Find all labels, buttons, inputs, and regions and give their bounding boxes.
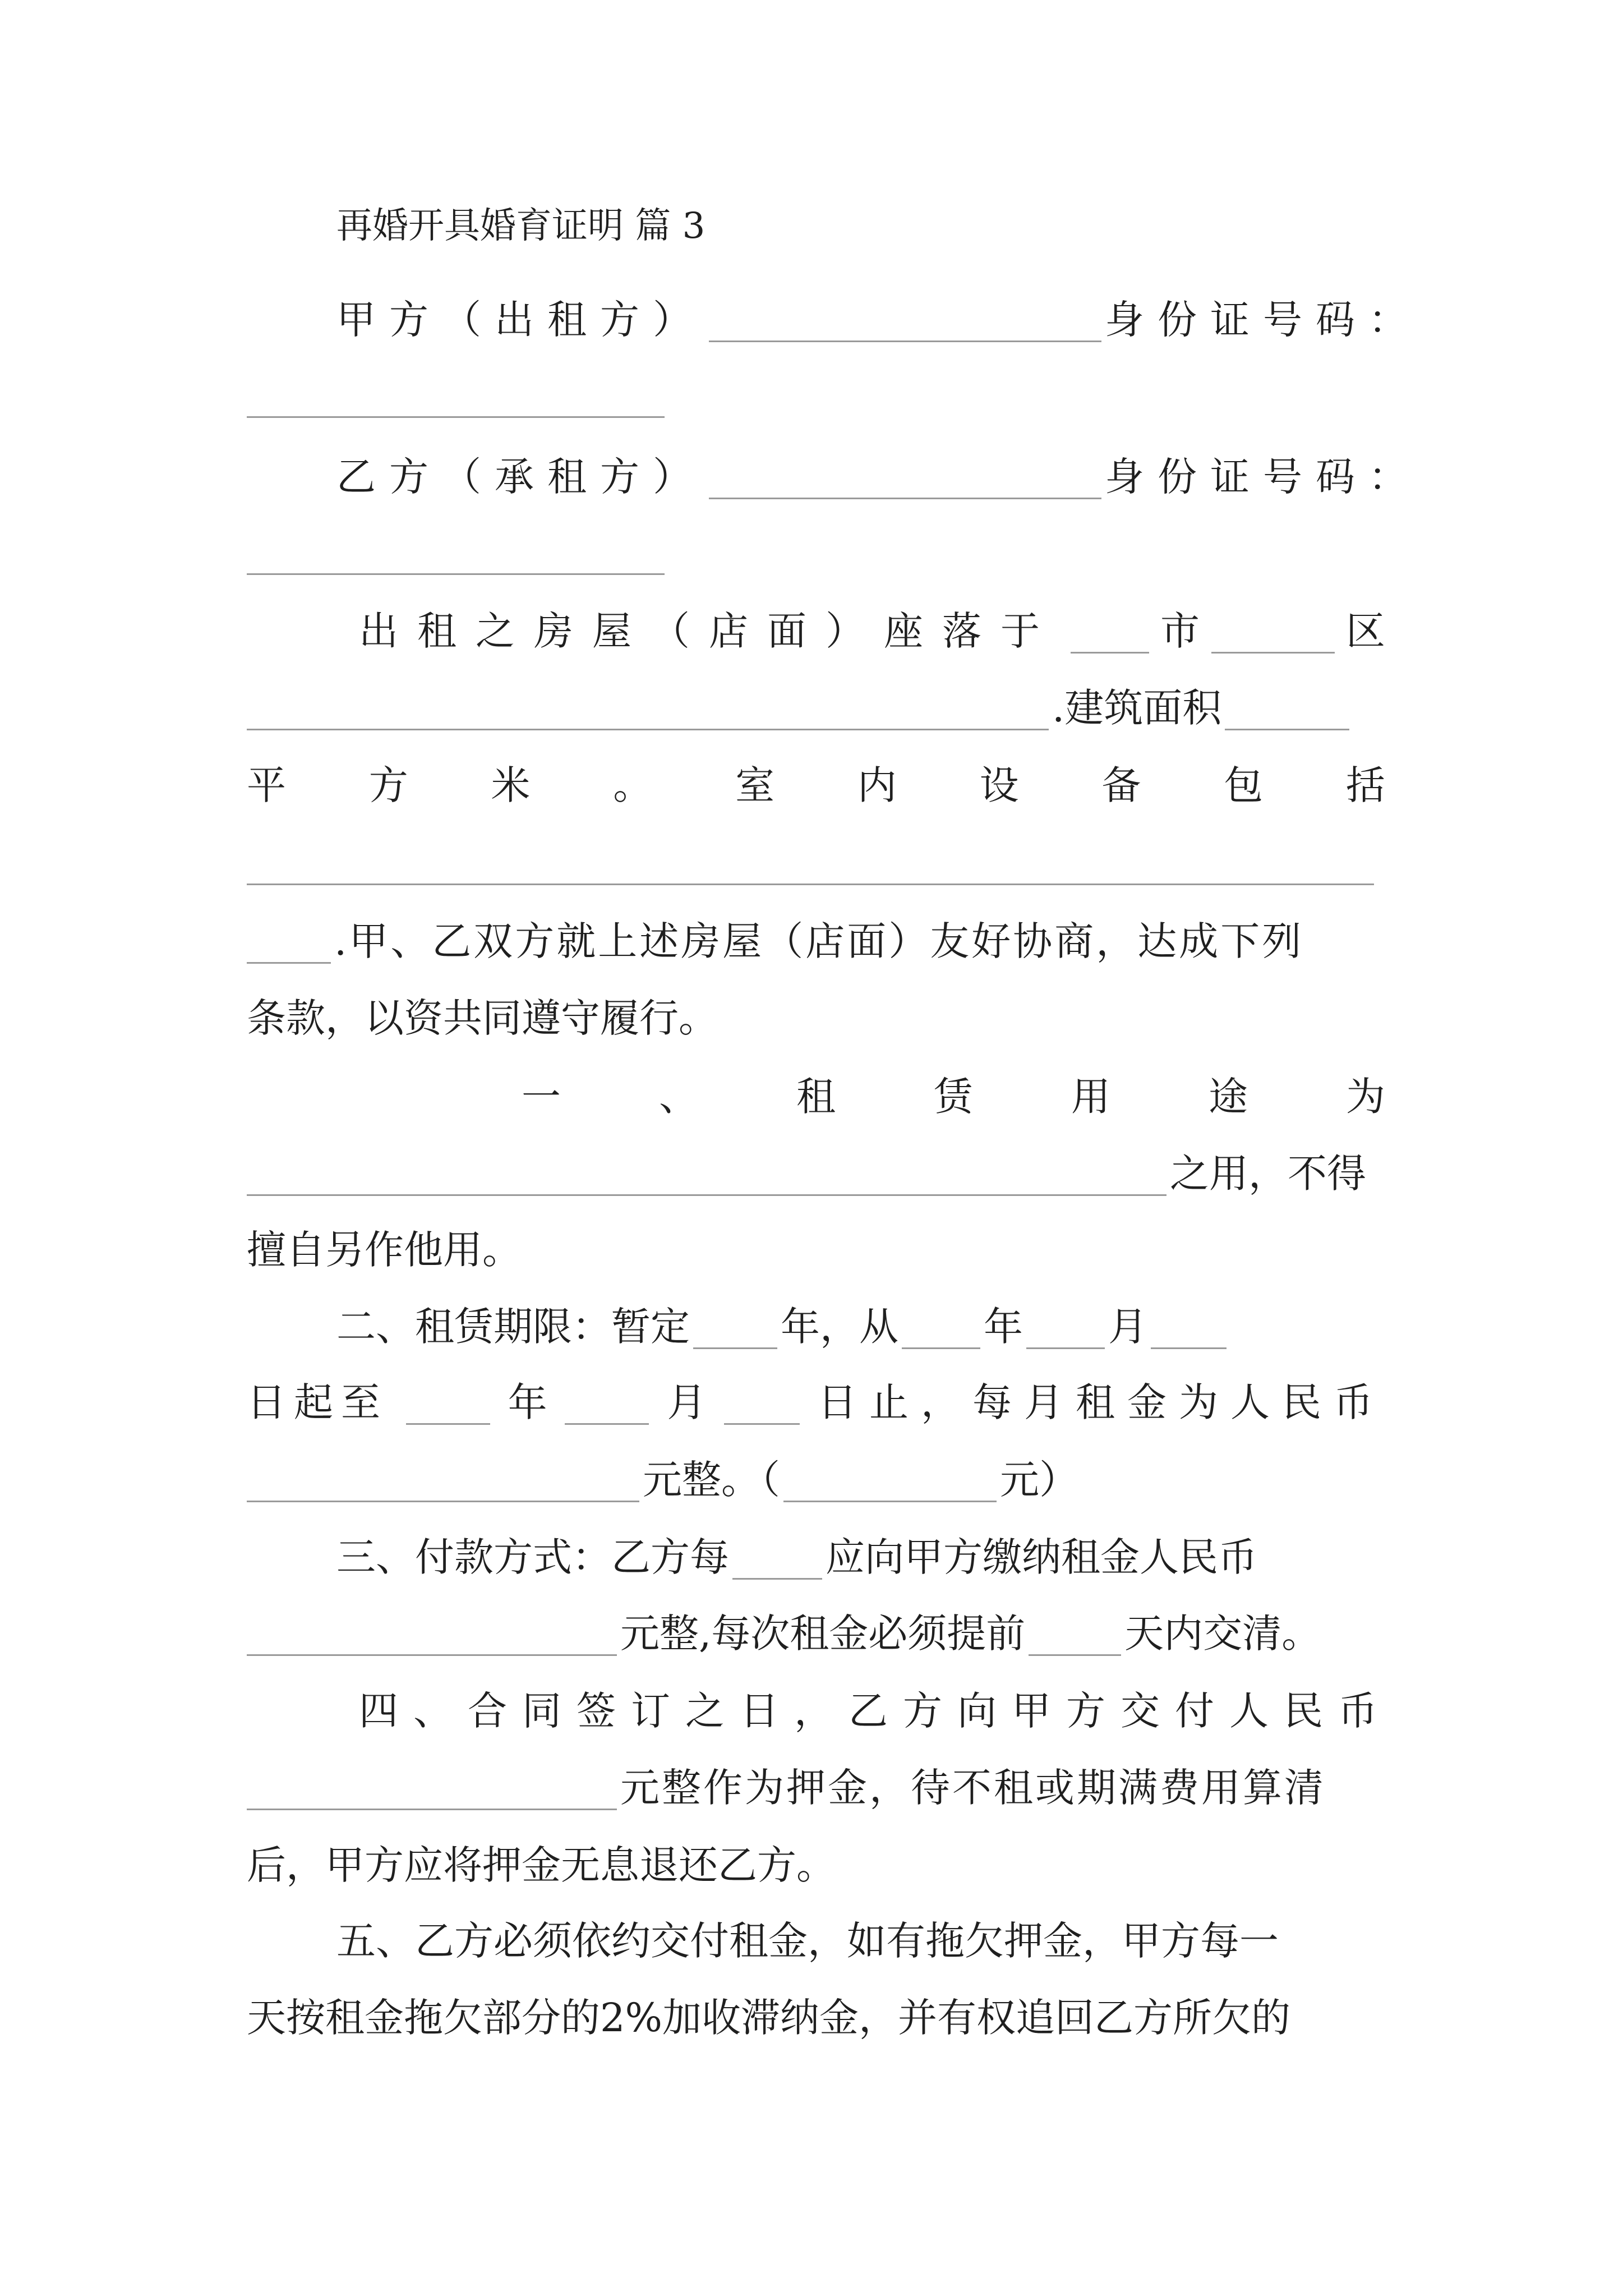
unit-char: 。 <box>613 762 653 808</box>
party-a-line <box>336 286 1421 353</box>
purpose-tail: 之用，不得 <box>1170 1151 1366 1197</box>
unit-char: 内 <box>857 762 897 808</box>
start-month-blank <box>1026 1305 1105 1349</box>
payment-mid: 应向甲方缴纳租金人民币 <box>826 1534 1257 1580</box>
late-payment-text: 五、乙方必须依约交付租金，如有拖欠押金，甲方每一 <box>336 1918 1279 1964</box>
deposit-lead: 四、合同签订之日，乙方向甲方交付人民币 <box>359 1688 1393 1734</box>
premises-line-5 <box>247 908 1385 975</box>
start-year-label: 年 <box>984 1304 1023 1350</box>
district-blank <box>1211 609 1335 654</box>
term-lead: 二、租赁期限：暂定 <box>336 1304 690 1350</box>
end-day-blank <box>724 1381 800 1425</box>
end-year-label: 年 <box>508 1379 547 1425</box>
start-year-blank <box>902 1305 980 1349</box>
start-month-label: 月 <box>1108 1304 1147 1350</box>
end-year-blank <box>406 1381 490 1425</box>
area-blank <box>1225 686 1349 730</box>
clause4-line-1 <box>359 1677 1393 1745</box>
clause2-line-1 <box>336 1293 1385 1360</box>
premises-line-2 <box>247 674 1385 742</box>
premises-line-6 <box>247 984 1385 1052</box>
payment-tail-1: 元整,每次租金必须提前 <box>620 1611 1026 1657</box>
clause3-line-2 <box>247 1600 1385 1667</box>
term-years-blank <box>693 1305 777 1349</box>
party-b-id-label: 身份证号码： <box>1105 454 1421 500</box>
equipment-blank-end <box>247 919 331 964</box>
unit-char: 括 <box>1345 762 1385 808</box>
clause1-line-1 <box>522 1063 1385 1130</box>
clause1-char: 租 <box>796 1074 836 1120</box>
rent-figure-blank <box>783 1458 997 1502</box>
deposit-amount-blank <box>247 1766 617 1810</box>
unit-char: 方 <box>368 762 408 808</box>
area-label: .建筑面积 <box>1052 685 1222 731</box>
party-a-id-label: 身份证号码： <box>1105 297 1421 343</box>
page-title <box>336 191 1475 258</box>
rent-amount-blank <box>247 1458 639 1502</box>
unit-char: 设 <box>979 762 1019 808</box>
deposit-return: 后，甲方应将押金无息退还乙方。 <box>247 1842 836 1888</box>
clause1-char: 为 <box>1346 1074 1385 1120</box>
party-b-line <box>336 443 1421 510</box>
clause4-line-2 <box>247 1754 1385 1821</box>
negotiation-text-2: 条款，以资共同遵守履行。 <box>247 995 718 1041</box>
unit-char: 包 <box>1224 762 1264 808</box>
clause1-char: 、 <box>659 1074 698 1120</box>
clause1-end: 擅自另作他用。 <box>247 1227 522 1273</box>
address-blank <box>247 686 1049 730</box>
clause5-line-2 <box>247 1984 1385 2051</box>
late-fee-text: 天按租金拖欠部分的2%加收滞纳金，并有权追回乙方所欠的 <box>247 1995 1291 2041</box>
unit-char: 平 <box>247 762 286 808</box>
advance-days-blank <box>1029 1612 1121 1656</box>
clause1-line-2 <box>247 1140 1385 1207</box>
title-text: 再婚开具婚育证明 篇 3 <box>336 205 706 247</box>
party-a-id-blank <box>247 416 665 418</box>
district-label: 区 <box>1346 608 1385 654</box>
start-day-label: 日起至 <box>247 1379 388 1425</box>
premises-line-3 <box>247 752 1385 819</box>
unit-char: 备 <box>1101 762 1141 808</box>
clause1-char: 赁 <box>934 1074 973 1120</box>
term-year-label: 年，从 <box>781 1304 898 1350</box>
payment-amount-blank <box>247 1612 617 1656</box>
deposit-tail: 元整作为押金，待不租或期满费用算清 <box>620 1765 1326 1811</box>
payment-period-blank <box>732 1535 822 1580</box>
purpose-blank <box>247 1152 1166 1196</box>
party-b-label: 乙方（承租方） <box>336 454 706 500</box>
start-day-blank <box>1151 1305 1227 1349</box>
clause5-line-1 <box>336 1907 1385 1975</box>
end-month-blank <box>565 1381 649 1425</box>
clause1-char: 途 <box>1209 1074 1248 1120</box>
payment-tail-2: 天内交清。 <box>1124 1611 1321 1657</box>
unit-char: 室 <box>735 762 775 808</box>
clause4-line-3 <box>247 1832 1385 1899</box>
clause2-line-2 <box>247 1369 1385 1436</box>
premises-line-1 <box>359 597 1385 665</box>
premises-lead: 出租之房屋（店面）座落于 <box>359 608 1059 654</box>
unit-char: 米 <box>491 762 531 808</box>
clause3-line-1 <box>336 1524 1385 1591</box>
payment-lead: 三、付款方式：乙方每 <box>336 1534 729 1580</box>
clause2-line-3 <box>247 1446 1385 1513</box>
party-a-label: 甲方（出租方） <box>336 297 706 343</box>
rent-amount-tail: 元整。（ <box>643 1457 780 1503</box>
city-blank <box>1071 609 1149 654</box>
monthly-rent-label: 日止，每月租金为人民币 <box>817 1379 1385 1425</box>
clause1-char: 用 <box>1071 1074 1110 1120</box>
clause1-char: 一 <box>522 1074 561 1120</box>
rent-figure-close: 元） <box>1000 1457 1078 1503</box>
party-a-name-blank <box>709 298 1101 342</box>
end-month-label: 月 <box>667 1379 707 1425</box>
party-b-name-blank <box>709 455 1101 499</box>
clause1-line-3 <box>247 1216 1385 1283</box>
negotiation-text: .甲、乙双方就上述房屋（店面）友好协商，达成下列 <box>334 918 1304 964</box>
party-b-id-blank <box>247 573 665 575</box>
city-label: 市 <box>1160 608 1200 654</box>
equipment-blank <box>247 884 1374 885</box>
